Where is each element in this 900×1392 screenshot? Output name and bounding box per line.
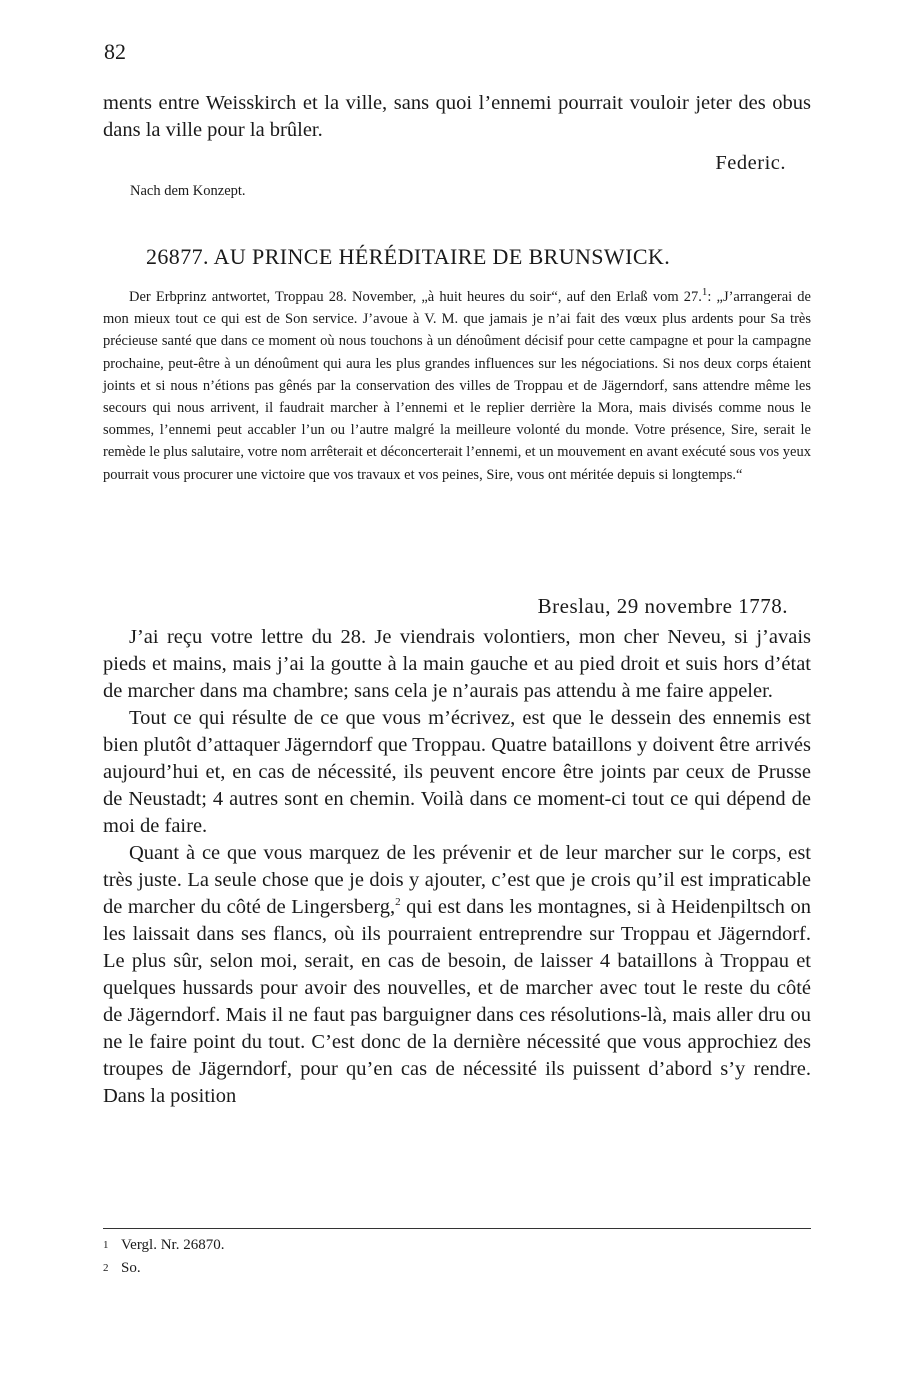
letter-paragraph-1: J’ai reçu votre lettre du 28. Je viendrais volontiers, mon cher Neveu, si j’avais pieds et mains, mais j’ai la goutte à la main gauche et au pied droit et suis hors d’état de marcher dans ma chambre; sans cela je n’aurais pas attendu à me faire appeler. — [103, 626, 811, 702]
summary-paragraph — [103, 286, 811, 486]
letter-summary — [103, 286, 811, 486]
letter-paragraph-3 — [103, 840, 811, 1110]
summary-text-part2: : „J’arrangerai de mon mieux tout ce qui est de Son service. J’avoue à V. M. que jamais je n’ai fait des vœux plus ardents pour Sa très précieuse santé que dans ce moment où nous touchons à un dénoûment décisif pour cette campagne et pour la campagne prochaine, peut-être à un dénoûment qui aura les plus grandes influences sur les négociations. Si nos deux corps étaient joints et si nous n’étions pas gênés par la conservation des villes de Troppau et de Jägerndorf, sans attendre même les secours qui nous arrivent, il faudrait marcher à l’ennemi et le replier derrière la Mora, mais divisés comme nous le sommes, l’ennemi peut accabler l’un ou l’autre malgré la meilleure volonté du monde. Votre présence, Sire, serait le remède le plus salutaire, votre nom arrêterait et déconcerterait l’ennemi, et un mouvement en avant exécuté sous vos yeux pourrait vous procurer une victoire que vos travaux et vos peines, Sire, vous ont méritée depuis si longtemps.“ — [103, 289, 811, 483]
letter-paragraph-2: Tout ce qui résulte de ce que vous m’écrivez, est que le dessein des ennemis est bien plutôt d’attaquer Jägerndorf que Troppau. Quatre bataillons y doivent être arrivés aujourd’hui et, en cas de nécessité, ils peuvent encore être joints par ceux de Prusse de Neustadt; 4 autres sont en chemin. Voilà dans ce moment-ci tout ce qui dépend de moi de faire. — [103, 707, 811, 837]
footnote-text: Vergl. Nr. 26870. — [121, 1237, 225, 1253]
footnote-2 — [103, 1257, 224, 1280]
signature: Federic. — [715, 152, 786, 174]
paragraph-3-part1: Quant à ce que vous marquez de les prévenir et de leur marcher sur le corps, est très juste. La seule chose que je dois y ajouter, c’est que je crois qu’il est impraticable de marcher du côté de Lingersberg, — [103, 842, 811, 918]
footnotes — [103, 1234, 224, 1280]
summary-text-part1: Der Erbprinz antwortet, Troppau 28. November, „à huit heures du soir“, auf den Erlaß vom 27. — [129, 289, 702, 305]
page-number: 82 — [104, 39, 126, 64]
footnote-divider — [103, 1228, 811, 1229]
footnote-text: So. — [121, 1260, 141, 1276]
footnote-reference: 2 — [395, 896, 401, 909]
letter-body — [103, 624, 811, 1110]
footnote-mark: 2 — [103, 1262, 109, 1274]
footnote-1 — [103, 1234, 224, 1257]
letter-heading: 26877. AU PRINCE HÉRÉDITAIRE DE BRUNSWICK. — [146, 244, 671, 269]
previous-letter-closing: ments entre Weisskirch et la ville, sans quoi l’ennemi pourrait vouloir jeter des obus dans la ville pour la brûler. — [103, 92, 811, 141]
dateline: Breslau, 29 novembre 1778. — [537, 594, 788, 618]
footnote-mark: 1 — [103, 1239, 109, 1251]
paragraph-3-part2: qui est dans les montagnes, si à Heidenpiltsch on les laissait dans ses flancs, où ils pourraient entreprendre sur Troppau et Jägerndorf. Le plus sûr, selon moi, serait, en cas de besoin, de laisser 4 bataillons à Troppau et quelques hussards pour avoir des nouvelles, et de marcher avec tout le reste du côté de Jägerndorf. Mais il ne faut pas barguigner dans ces résolutions-là, mais aller dru ou ne le faire point du tout. C’est donc de la dernière nécessité que vous approchiez des troupes de Jägerndorf, pour qu’en cas de nécessité ils puissent d’abord s’y rendre. Dans la position — [103, 896, 811, 1107]
footnote-reference: 1 — [701, 286, 708, 299]
source-note: Nach dem Konzept. — [130, 183, 246, 199]
